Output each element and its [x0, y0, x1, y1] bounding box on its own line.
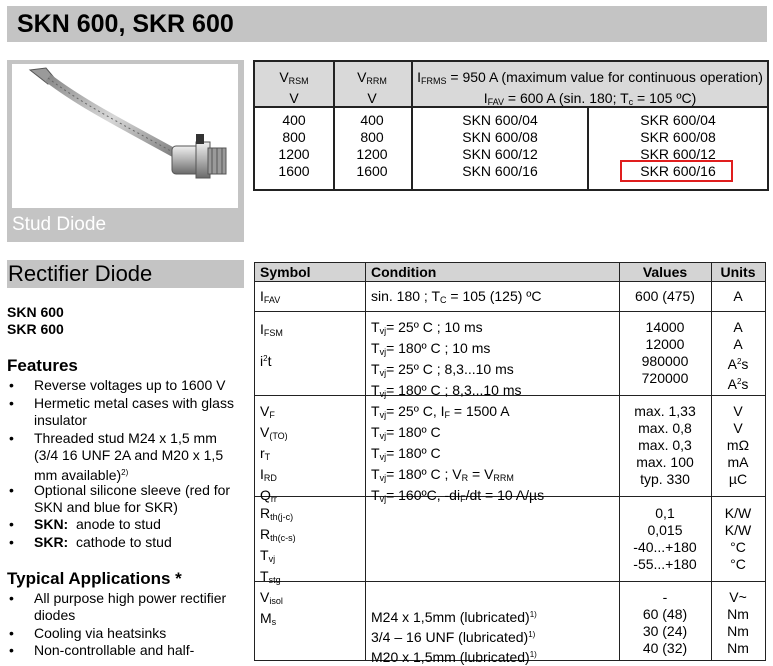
- conditions-surge: $T_{vj}=$ 25º C ; 10 ms $T_{vj}=$ 180º C ; 10 ms $T_{vj}=$ 25º C ; 8,3...10 ms $T_{vj}=$ 180º C ; 8,3...10 ms: [371, 319, 522, 399]
- units-thermal: K/W K/W °C °C: [724, 505, 752, 572]
- units-surge: A A $A^2s$ $A^2s$: [727, 319, 749, 392]
- conditions-mechanical: M24 x 1,5mm (lubricated)$^{1)}$ 3/4 – 16 UNF (lubricated)$^{1)}$ M20 x 1,5mm (lubricated)$^{1)}$: [371, 609, 537, 665]
- current-note: $I_{FRMS} = 950$ A (maximum value for continuous operation) $I_{FAV} = 600$ A (sin. 180; $T_c = 105$ ºC): [417, 69, 763, 107]
- application-item: Non-controllable and half-: [34, 642, 195, 658]
- feature-item: SKN: anode to stud: [34, 516, 161, 532]
- page-title: SKN 600, SKR 600: [17, 10, 234, 38]
- unit-ifav: A: [733, 288, 743, 304]
- values-forward: max. 1,33 max. 0,8 max. 0,3 max. 100 typ. 330: [634, 403, 696, 487]
- image-caption: Stud Diode: [12, 214, 107, 235]
- model-skr: SKR 600: [7, 321, 64, 337]
- vrrm-header: $V_{RRM}$ V: [357, 69, 387, 106]
- symbol-ifsm: $I_{FSM}$: [260, 321, 283, 338]
- symbols-forward: $V_F$ $V_{(TO)}$ $r_T$ $I_{RD}$ $Q_{rr}$: [260, 403, 288, 504]
- application-item: Cooling via heatsinks: [34, 625, 167, 641]
- skn-types: SKN 600/04 SKN 600/08 SKN 600/12 SKN 600/16: [462, 112, 538, 179]
- header-symbol: Symbol: [260, 264, 311, 280]
- title-bar: [7, 6, 767, 42]
- vrsm-values: 400 800 1200 1600: [278, 112, 310, 179]
- conditions-forward: $T_{vj}=$ 25º C, $I_F = 1500$ A $T_{vj}=$ 180º C $T_{vj}=$ 180º C $T_{vj}=$ 180º C ; $V_R = V_{RRM}$ $T_{vj}=$ 160ºC, $-di_F/dt = 10$ A/µs: [371, 403, 545, 504]
- values-thermal: 0,1 0,015 -40...+180 -55...+180: [633, 505, 697, 572]
- vrsm-header: $V_{RSM}$ V: [279, 69, 309, 106]
- header-values: Values: [642, 264, 688, 280]
- feature-item: Optional silicone sleeve (red for SKN and blue for SKR): [34, 482, 231, 515]
- values-surge: 14000 12000 980000 720000: [641, 319, 689, 386]
- value-ifav: 600 (475): [635, 288, 695, 304]
- product-image: [12, 64, 238, 208]
- rectifier-heading: Rectifier Diode: [8, 261, 153, 286]
- stud-diode-picture: [12, 64, 238, 208]
- feature-item: Threaded stud M24 x 1,5 mm (3/4 16 UNF 2A and M20 x 1,5 mm available)$^{2)}$: [34, 430, 224, 483]
- condition-ifav: sin. 180 ; $T_C = 105$ (125) ºC: [371, 288, 542, 305]
- symbols-thermal: $R_{th(j-c)}$ $R_{th(c-s)}$ $T_{vj}$ $T_{stg}$: [260, 505, 296, 585]
- model-skn: SKN 600: [7, 304, 64, 320]
- header-condition: Condition: [371, 264, 437, 280]
- characteristics-table: [254, 262, 766, 665]
- vrrm-values: 400 800 1200 1600: [356, 112, 388, 179]
- symbol-i2t: $i^2t$: [260, 353, 272, 369]
- units-forward: V V mΩ mA µC: [726, 403, 750, 487]
- header-units: Units: [720, 264, 756, 280]
- symbols-mechanical: $V_{isol}$ $M_s$: [260, 589, 283, 627]
- feature-item: Hermetic metal cases with glass insulator: [34, 395, 234, 428]
- features-heading: Features: [7, 356, 78, 375]
- rectifier-heading-bar: [7, 260, 244, 288]
- units-mechanical: V~ Nm Nm Nm: [727, 589, 749, 656]
- symbol-ifav: $I_{FAV}$: [260, 288, 281, 305]
- highlight-box: [620, 160, 733, 182]
- skr-types: SKR 600/04 SKR 600/08 SKR 600/12 SKR 600/16: [640, 112, 716, 179]
- feature-item: Reverse voltages up to 1600 V: [34, 377, 226, 393]
- applications-heading: Typical Applications *: [7, 569, 182, 588]
- feature-item: SKR: cathode to stud: [34, 534, 172, 550]
- values-mechanical: - 60 (48) 30 (24) 40 (32): [642, 589, 688, 656]
- application-item: All purpose high power rectifier diodes: [34, 590, 227, 623]
